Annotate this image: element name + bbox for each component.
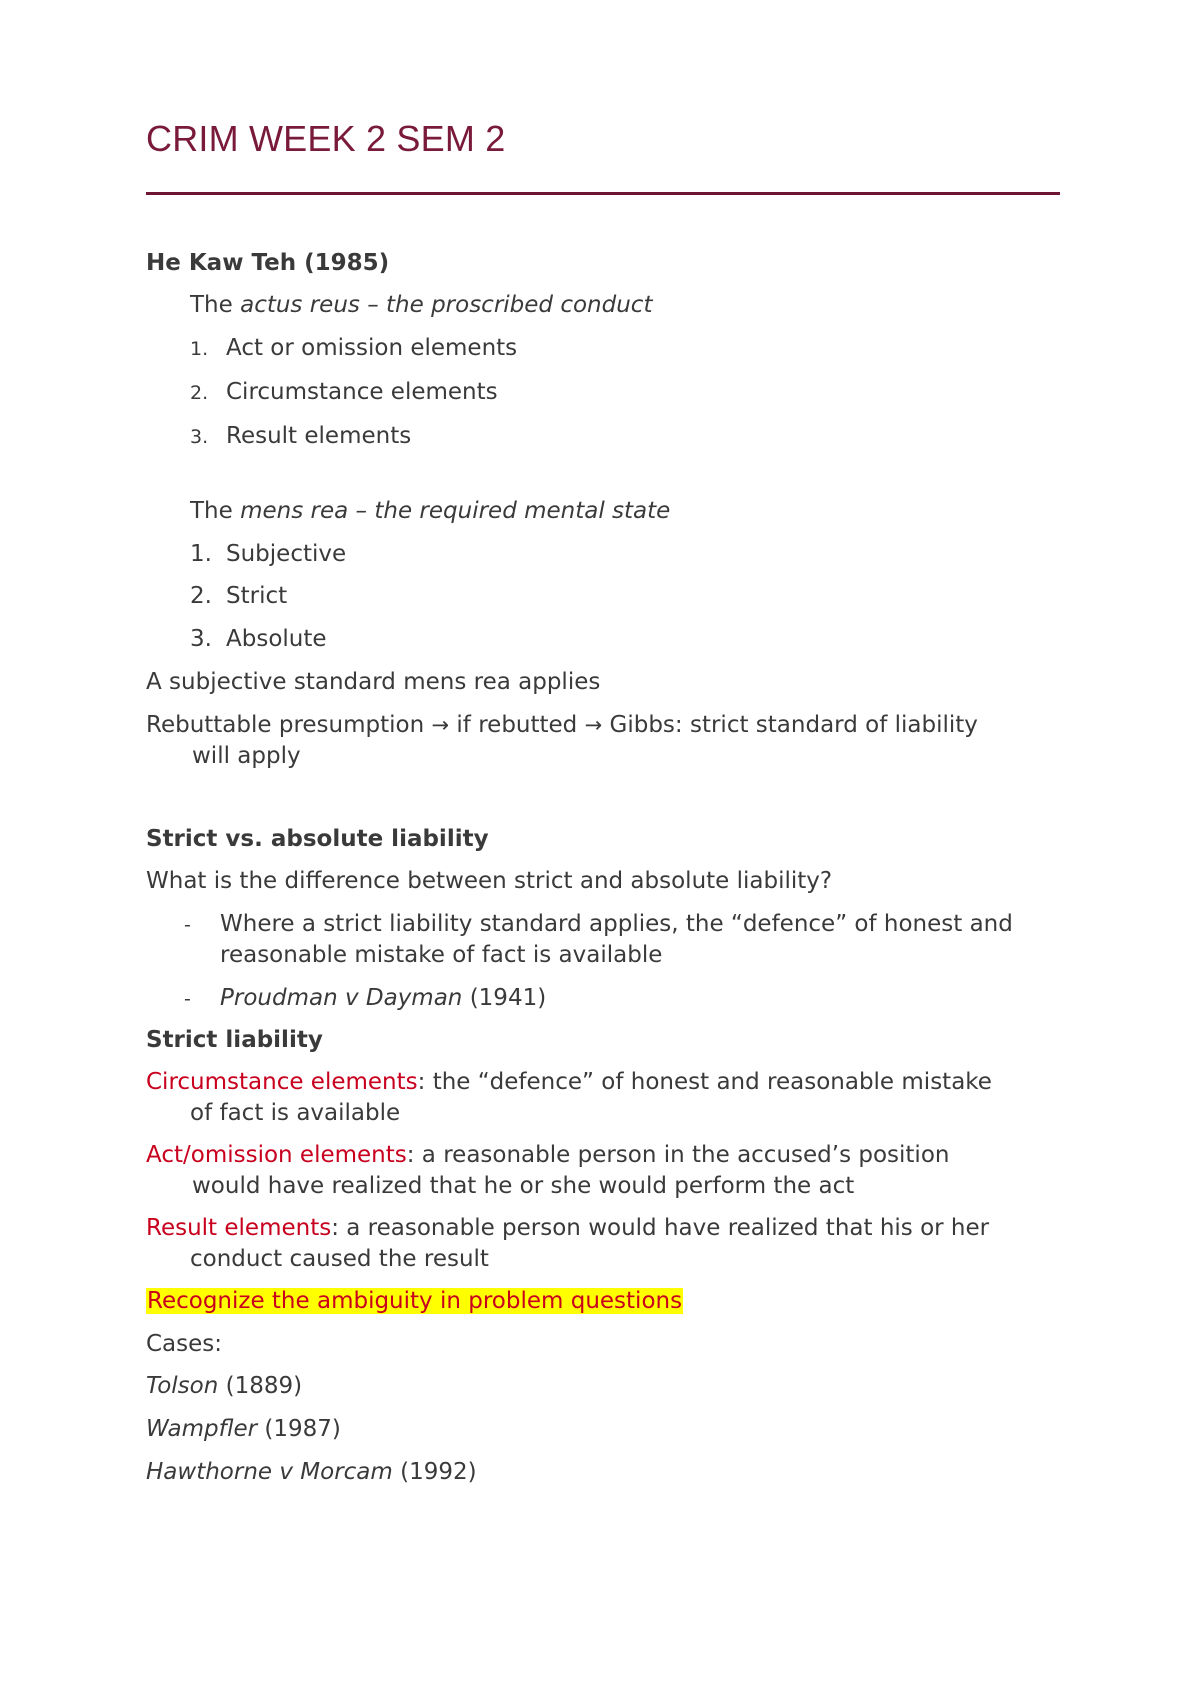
- rebuttable-continuation: will apply: [192, 743, 301, 769]
- circumstance-continuation: of fact is available: [190, 1100, 401, 1126]
- actus-prefix: The: [190, 292, 241, 318]
- list-number: 2.: [190, 583, 212, 609]
- list-number: 2.: [190, 382, 209, 404]
- bullet-dash: -: [184, 988, 191, 1010]
- case-year: (1987): [257, 1416, 341, 1442]
- case-name: Wampfler: [146, 1416, 258, 1442]
- actus-reus-line: [190, 290, 652, 321]
- circumstance-line: [146, 1067, 992, 1098]
- circumstance-text: : the “defence” of honest and reasonable mistake: [417, 1069, 992, 1095]
- page-title: CRIM WEEK 2 SEM 2: [146, 118, 506, 159]
- case-citation: [146, 1414, 341, 1445]
- case-name: Tolson: [146, 1373, 219, 1399]
- list-item: Subjective: [226, 541, 347, 567]
- bullet-text-continuation: reasonable mistake of fact is available: [220, 942, 663, 968]
- difference-question: What is the difference between strict and absolute liability?: [146, 868, 833, 894]
- arrow-right-icon: →: [584, 713, 603, 737]
- list-item: Strict: [226, 583, 288, 609]
- title-underline: [146, 192, 1060, 195]
- bullet-text: Where a strict liability standard applies, the “defence” of honest and: [220, 911, 1013, 937]
- act-omission-line: [146, 1140, 949, 1171]
- arrow-right-icon: →: [431, 713, 450, 737]
- highlighted-note: [146, 1286, 683, 1317]
- case-citation: [146, 1371, 302, 1402]
- list-number: 3.: [190, 426, 209, 448]
- rebuttable-presumption-line: [146, 710, 978, 741]
- list-number: 1.: [190, 541, 212, 567]
- list-item: Circumstance elements: [226, 379, 498, 405]
- case-name: Proudman v Dayman: [220, 985, 463, 1011]
- bullet-dash: -: [184, 914, 191, 936]
- act-omission-label: Act/omission elements: [146, 1142, 407, 1168]
- list-item: Result elements: [226, 423, 412, 449]
- highlight-text: Recognize the ambiguity in problem questions: [147, 1288, 683, 1314]
- actus-term: actus reus: [240, 292, 360, 318]
- cases-label: Cases:: [146, 1331, 223, 1357]
- mens-term: mens rea: [240, 498, 349, 524]
- section-heading-strict-liability: Strict liability: [146, 1027, 323, 1053]
- rebuttable-part3: Gibbs: strict standard of liability: [602, 712, 978, 738]
- list-number: 3.: [190, 626, 212, 652]
- mens-rest: – the required mental state: [348, 498, 671, 524]
- circumstance-label: Circumstance elements: [146, 1069, 418, 1095]
- list-number: 1.: [190, 338, 209, 360]
- mens-rea-line: [190, 496, 670, 527]
- case-year: (1889): [218, 1373, 303, 1399]
- list-item: Act or omission elements: [226, 335, 518, 361]
- case-citation: [146, 1457, 477, 1488]
- section-heading-strict-vs-absolute: Strict vs. absolute liability: [146, 826, 489, 852]
- result-line: [146, 1213, 989, 1244]
- act-omission-continuation: would have realized that he or she would perform the act: [192, 1173, 855, 1199]
- case-name: Hawthorne v Morcam: [146, 1459, 393, 1485]
- mens-prefix: The: [190, 498, 241, 524]
- rebuttable-part2: if rebutted: [449, 712, 585, 738]
- act-omission-text: : a reasonable person in the accused’s position: [406, 1142, 950, 1168]
- case-year: (1992): [392, 1459, 477, 1485]
- case-heading-he-kaw-teh: He Kaw Teh (1985): [146, 250, 390, 276]
- result-label: Result elements: [146, 1215, 332, 1241]
- case-citation-proudman: [220, 983, 546, 1014]
- result-continuation: conduct caused the result: [190, 1246, 489, 1272]
- subjective-standard-line: A subjective standard mens rea applies: [146, 669, 601, 695]
- actus-rest: – the proscribed conduct: [359, 292, 653, 318]
- list-item: Absolute: [226, 626, 327, 652]
- rebuttable-part1: Rebuttable presumption: [146, 712, 432, 738]
- case-year: (1941): [462, 985, 547, 1011]
- result-text: : a reasonable person would have realized that his or her: [331, 1215, 990, 1241]
